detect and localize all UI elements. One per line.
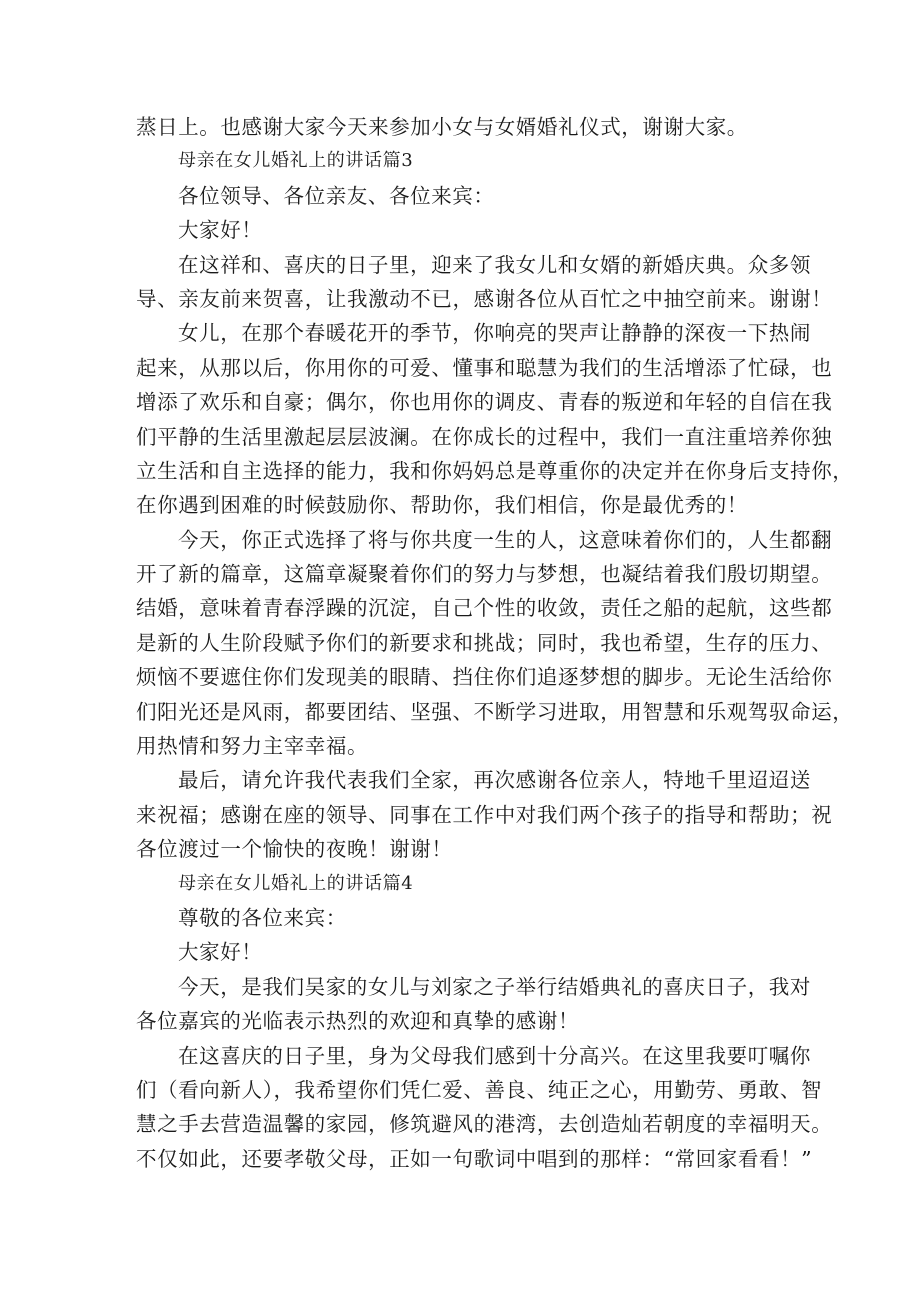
text-line: 女儿，在那个春暖花开的季节，你响亮的哭声让静静的深夜一下热闹 [178, 321, 811, 346]
text-line: 导、亲友前来贺喜，让我激动不已，感谢各位从百忙之中抽空前来。谢谢！ [136, 286, 833, 311]
text-line: 各位领导、各位亲友、各位来宾： [178, 183, 495, 208]
text-line: 增添了欢乐和自豪；偶尔，你也用你的调皮、青春的叛逆和年轻的自信在我 [136, 390, 833, 415]
text-line: 开了新的篇章，这篇章凝聚着你们的努力与梦想，也凝结着我们殷切期望。 [136, 562, 833, 587]
text-line: 们平静的生活里激起层层波澜。在你成长的过程中，我们一直注重培养你独 [136, 424, 833, 449]
section-title: 母亲在女儿婚礼上的讲话篇3 [178, 150, 414, 172]
text-line: 起来，从那以后，你用你的可爱、懂事和聪慧为我们的生活增添了忙碌，也 [136, 355, 833, 380]
text-line: 大家好！ [178, 218, 263, 243]
text-line: 各位渡过一个愉快的夜晚！谢谢！ [136, 837, 453, 862]
text-line: 慧之手去营造温馨的家园，修筑避风的港湾，去创造灿若朝度的幸福明天。 [136, 1112, 833, 1137]
text-line: 立生活和自主选择的能力，我和你妈妈总是尊重你的决定并在你身后支持你， [136, 458, 854, 483]
text-line: 在这喜庆的日子里，身为父母我们感到十分高兴。在这里我要叮嘱你 [178, 1043, 811, 1068]
text-line: 最后，请允许我代表我们全家，再次感谢各位亲人，特地千里迢迢送 [178, 768, 811, 793]
text-line: 烦恼不要遮住你们发现美的眼睛、挡住你们追逐梦想的脚步。无论生活给你 [136, 665, 833, 690]
text-line: 们阳光还是风雨，都要团结、坚强、不断学习进取，用智慧和乐观驾驭命运， [136, 699, 854, 724]
text-line: 是新的人生阶段赋予你们的新要求和挑战；同时，我也希望，生存的压力、 [136, 630, 833, 655]
text-line: 大家好！ [178, 940, 263, 965]
text-line: 今天，是我们吴家的女儿与刘家之子举行结婚典礼的喜庆日子，我对 [178, 974, 811, 999]
text-line: 们（看向新人），我希望你们凭仁爱、善良、纯正之心，用勤劳、勇敢、智 [136, 1077, 823, 1102]
text-line: 用热情和努力主宰幸福。 [136, 734, 369, 759]
text-line: 结婚，意味着青春浮躁的沉淀，自己个性的收敛，责任之船的起航，这些都 [136, 596, 833, 621]
text-line: 各位嘉宾的光临表示热烈的欢迎和真挚的感谢！ [136, 1009, 580, 1034]
section-title: 母亲在女儿婚礼上的讲话篇4 [178, 872, 414, 894]
text-line: 今天，你正式选择了将与你共度一生的人，这意味着你们的，人生都翻 [178, 527, 833, 552]
text-line: 在你遇到困难的时候鼓励你、帮助你，我们相信，你是最优秀的！ [136, 493, 748, 518]
text-line: 不仅如此，还要孝敬父母，正如一句歌词中唱到的那样：“常回家看看！” [136, 1146, 813, 1171]
document-body [136, 110, 854, 1176]
text-line: 蒸日上。也感谢大家今天来参加小女与女婿婚礼仪式，谢谢大家。 [136, 115, 748, 139]
text-line: 在这祥和、喜庆的日子里，迎来了我女儿和女婿的新婚庆典。众多领 [178, 252, 811, 277]
text-line: 尊敬的各位来宾： [178, 905, 347, 930]
text-line: 来祝福；感谢在座的领导、同事在工作中对我们两个孩子的指导和帮助；祝 [136, 802, 833, 827]
